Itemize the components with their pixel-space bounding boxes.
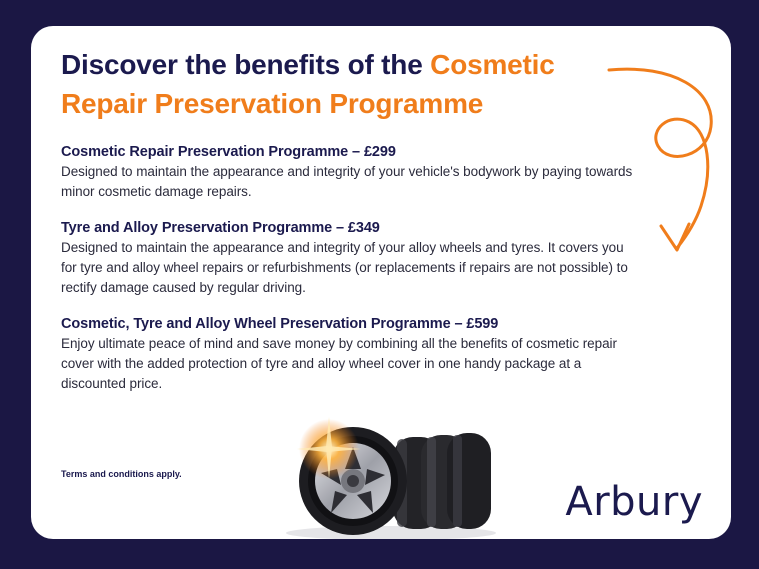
list-item (61, 316, 641, 394)
benefit-title: Cosmetic Repair Preservation Programme – £299 (61, 144, 396, 160)
list-item (61, 220, 641, 298)
page-title-line1-accent: Cosmetic (430, 49, 555, 80)
benefits-list (61, 144, 641, 412)
benefit-body: Designed to maintain the appearance and integrity of your vehicle's bodywork by paying towards minor cosmetic damage repairs. (61, 164, 633, 199)
benefit-body: Designed to maintain the appearance and integrity of your alloy wheels and tyres. It covers you for tyre and alloy wheel repairs or refurbishments (or replacements if repairs are not possible) to rectify damage caused by regular driving. (61, 239, 628, 295)
brand-logo: Arbury (565, 479, 703, 525)
poster-card (31, 26, 731, 539)
tyre-stack-image (281, 409, 511, 539)
benefit-body: Enjoy ultimate peace of mind and save money by combining all the benefits of cosmetic repair cover with the added protection of tyre and alloy wheel cover in one handy package at a discounted price. (61, 335, 617, 391)
page-title-line2-accent: Repair Preservation Programme (61, 87, 484, 119)
benefit-title: Cosmetic, Tyre and Alloy Wheel Preservation Programme – £599 (61, 315, 499, 332)
page-title (61, 46, 651, 123)
terms-text: Terms and conditions apply. (61, 469, 182, 479)
benefit-title: Tyre and Alloy Preservation Programme – £349 (61, 219, 380, 236)
list-item (61, 144, 641, 202)
page-title-line1-plain: Discover the benefits of the (61, 49, 431, 80)
